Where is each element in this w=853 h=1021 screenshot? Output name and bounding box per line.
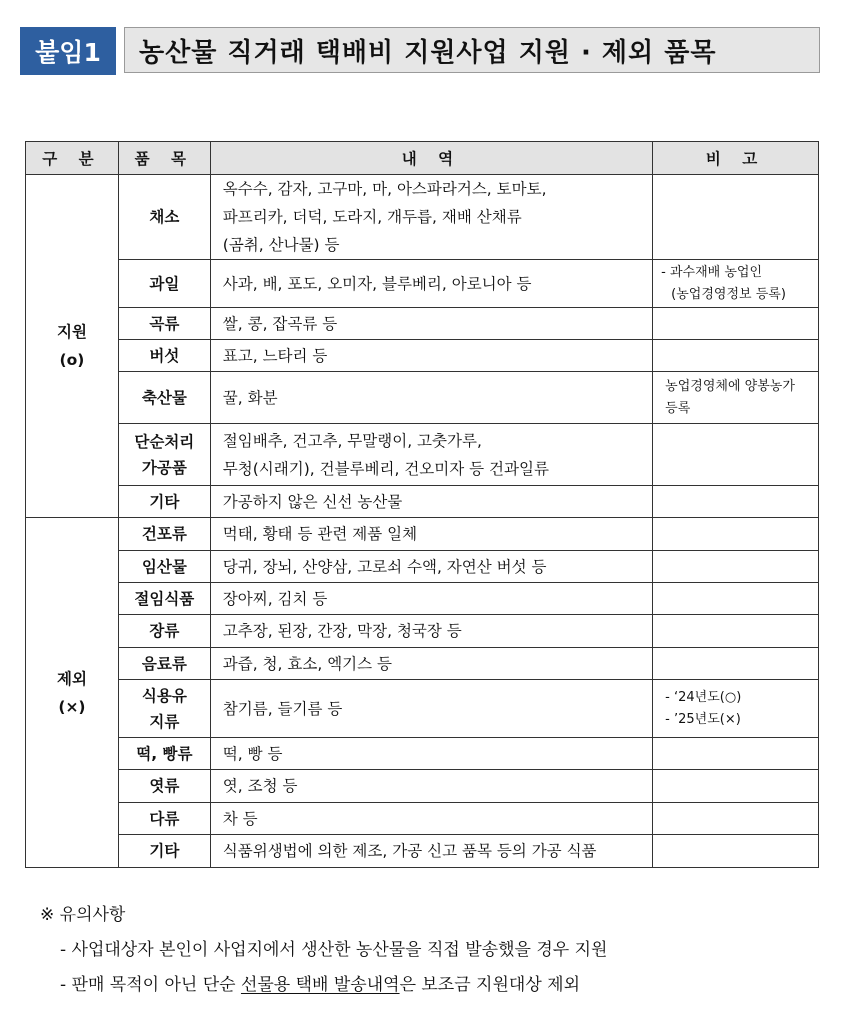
item-cell — [118, 424, 210, 486]
table-row — [26, 372, 819, 424]
item-label: 건포류 — [141, 525, 187, 543]
detail-cell — [210, 518, 652, 551]
table-row — [26, 175, 819, 260]
detail-text: 당귀, 장뇌, 산양삼, 고로쇠 수액, 자연산 버섯 등 — [222, 557, 547, 576]
column-header-category: 구 분 — [26, 142, 119, 175]
detail-text: 가공하지 않은 신선 농산물 — [222, 492, 403, 511]
table-row — [26, 260, 819, 308]
table-row — [26, 424, 819, 486]
notes-line — [60, 968, 607, 1003]
note-cell — [653, 615, 819, 648]
item-label: 가공품 — [141, 458, 187, 477]
detail-cell — [210, 770, 652, 803]
note-text: - ‘24년도(○) — [665, 689, 742, 705]
detail-text: 옥수수, 감자, 고구마, 마, 아스파라거스, 토마토, — [222, 180, 547, 198]
detail-cell — [210, 615, 652, 648]
item-cell — [118, 835, 210, 868]
detail-text: 꿀, 화분 — [222, 388, 278, 407]
notes-line: - 사업대상자 본인이 사업지에서 생산한 농산물을 직접 발송했을 경우 지원 — [60, 940, 608, 960]
detail-text: 쌀, 콩, 잡곡류 등 — [222, 314, 338, 333]
column-header-note: 비 고 — [653, 142, 819, 175]
detail-text: 엿, 조청 등 — [222, 777, 298, 795]
item-cell — [118, 770, 210, 803]
note-cell — [653, 835, 819, 868]
detail-cell — [210, 486, 652, 518]
table-row — [26, 340, 819, 372]
note-cell — [653, 551, 819, 583]
detail-text: 참기름, 들기름 등 — [222, 699, 343, 718]
note-cell — [653, 583, 819, 615]
detail-cell — [210, 803, 652, 835]
item-label: 장류 — [149, 622, 180, 640]
item-cell — [118, 738, 210, 770]
detail-text: 차 등 — [222, 809, 258, 828]
item-cell — [118, 680, 210, 738]
category-label: (×) — [58, 697, 86, 716]
item-cell — [118, 518, 210, 551]
table-row — [26, 583, 819, 615]
table-header-row — [26, 142, 819, 175]
item-label: 축산물 — [141, 388, 187, 407]
table-row — [26, 615, 819, 648]
category-label: 제외 — [56, 669, 87, 688]
detail-text: 절임배추, 건고추, 무말랭이, 고춧가루, — [222, 431, 482, 450]
detail-cell — [210, 648, 652, 680]
item-cell — [118, 486, 210, 518]
detail-text: 사과, 배, 포도, 오미자, 블루베리, 아로니아 등 — [222, 274, 532, 293]
category-cell-exclude — [26, 518, 119, 868]
notes-line-text: 은 보조금 지원대상 제외 — [399, 975, 580, 995]
item-cell — [118, 372, 210, 424]
notes-section — [36, 898, 607, 1003]
detail-text: (곰취, 산나물) 등 — [222, 236, 340, 254]
item-label: 식용유 — [141, 686, 187, 705]
notes-heading: ※ 유의사항 — [40, 905, 126, 925]
item-label: 지류 — [149, 712, 180, 731]
detail-cell — [210, 175, 652, 260]
note-cell — [653, 340, 819, 372]
item-cell — [118, 260, 210, 308]
item-label: 음료류 — [141, 654, 187, 673]
item-label: 버섯 — [149, 346, 180, 365]
attachment-badge: 붙임1 — [20, 27, 116, 75]
item-label: 기타 — [149, 842, 180, 860]
detail-text: 파프리카, 더덕, 도라지, 개두릅, 재배 산채류 — [222, 208, 522, 226]
table-row — [26, 835, 819, 868]
table-row — [26, 551, 819, 583]
note-text: - 과수재배 농업인 — [661, 264, 763, 280]
item-label: 떡, 빵류 — [136, 744, 193, 763]
table-row — [26, 770, 819, 803]
detail-text: 식품위생법에 의한 제조, 가공 신고 품목 등의 가공 식품 — [222, 842, 597, 860]
detail-cell — [210, 583, 652, 615]
item-cell — [118, 551, 210, 583]
note-cell — [653, 175, 819, 260]
table-row — [26, 738, 819, 770]
item-cell — [118, 340, 210, 372]
detail-text: 떡, 빵 등 — [222, 744, 283, 763]
note-cell — [653, 770, 819, 803]
item-label: 다류 — [149, 809, 180, 828]
note-text: 등록 — [665, 400, 691, 416]
column-header-detail: 내 역 — [210, 142, 652, 175]
notes-line-text: - 판매 목적이 아닌 단순 — [60, 975, 241, 995]
detail-cell — [210, 738, 652, 770]
detail-cell — [210, 340, 652, 372]
detail-cell — [210, 372, 652, 424]
table-row — [26, 518, 819, 551]
detail-cell — [210, 308, 652, 340]
detail-cell — [210, 260, 652, 308]
detail-cell — [210, 551, 652, 583]
category-label: 지원 — [56, 323, 87, 341]
detail-cell — [210, 835, 652, 868]
item-label: 과일 — [149, 274, 180, 293]
table-row — [26, 803, 819, 835]
detail-text: 장아찌, 김치 등 — [222, 589, 328, 608]
note-cell — [653, 260, 819, 308]
item-cell — [118, 803, 210, 835]
note-text: - ’25년도(×) — [665, 711, 741, 727]
detail-text: 무청(시래기), 건블루베리, 건오미자 등 건과일류 — [222, 459, 549, 478]
note-cell — [653, 803, 819, 835]
note-text: (농업경영정보 등록) — [671, 286, 786, 302]
table-row — [26, 680, 819, 738]
table-row — [26, 486, 819, 518]
notes-underlined-text: 선물용 택배 발송내역 — [240, 975, 400, 995]
item-label: 임산물 — [141, 557, 187, 576]
item-label: 엿류 — [149, 777, 180, 795]
category-label: (o) — [59, 351, 85, 369]
item-cell — [118, 175, 210, 260]
item-label: 절임식품 — [134, 589, 195, 608]
item-label: 기타 — [149, 492, 180, 511]
column-header-item: 품 목 — [118, 142, 210, 175]
item-label: 단순처리 — [134, 432, 195, 451]
category-cell-support — [26, 175, 119, 518]
detail-text: 과즙, 청, 효소, 엑기스 등 — [222, 654, 393, 673]
detail-text: 고추장, 된장, 간장, 막장, 청국장 등 — [222, 622, 462, 640]
detail-text: 표고, 느타리 등 — [222, 346, 328, 365]
note-cell — [653, 372, 819, 424]
detail-text: 먹태, 황태 등 관련 제품 일체 — [222, 525, 418, 543]
item-cell — [118, 648, 210, 680]
item-cell — [118, 615, 210, 648]
note-cell — [653, 648, 819, 680]
table-row — [26, 308, 819, 340]
item-label: 곡류 — [149, 314, 180, 333]
note-cell — [653, 518, 819, 551]
item-cell — [118, 583, 210, 615]
detail-cell — [210, 680, 652, 738]
item-label: 채소 — [149, 208, 180, 226]
page-title: 농산물 직거래 택배비 지원사업 지원 · 제외 품목 — [124, 27, 820, 73]
note-cell — [653, 680, 819, 738]
detail-cell — [210, 424, 652, 486]
note-cell — [653, 424, 819, 486]
item-cell — [118, 308, 210, 340]
note-cell — [653, 738, 819, 770]
items-table — [25, 141, 819, 868]
note-text: 농업경영체에 양봉농가 — [665, 378, 795, 394]
note-cell — [653, 486, 819, 518]
table-row — [26, 648, 819, 680]
note-cell — [653, 308, 819, 340]
